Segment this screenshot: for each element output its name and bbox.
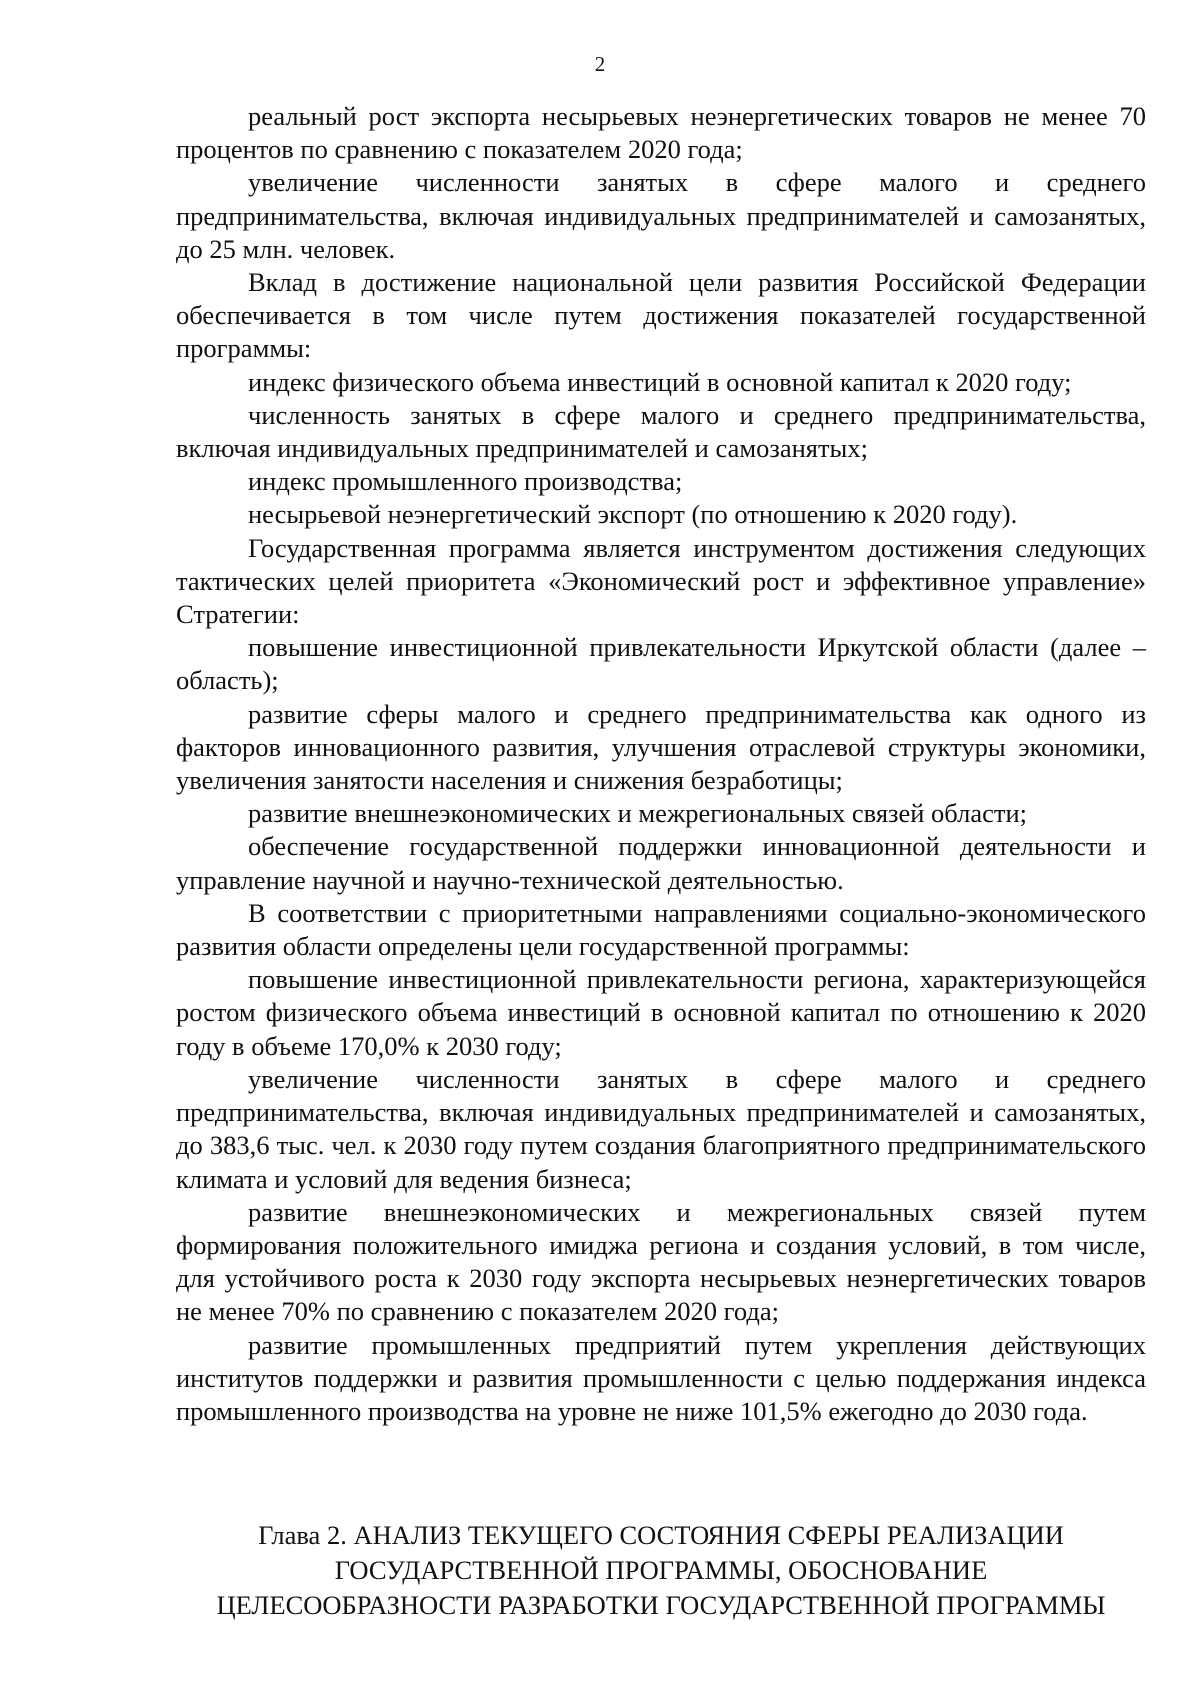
paragraph: развитие внешнеэкономических и межрегиональных связей путем формирования положительного имиджа региона и создания условий, в том числе, для устойчивого роста к 2030 году экспорта несырьевых неэнергетических товаров не менее 70% по сравнению с показателем 2020 года; [176,1196,1146,1327]
paragraph: повышение инвестиционной привлекательности региона, характеризующейся ростом физического объема инвестиций в основной капитал по отношению к 2020 году в объеме 170,0% к 2030 году; [176,964,1146,1061]
paragraph: несырьевой неэнергетический экспорт (по отношению к 2020 году). [248,499,1018,530]
paragraph: Вклад в достижение национальной цели развития Российской Федерации обеспечивается в том числе путем достижения показателей государственной программы: [176,267,1146,364]
paragraph: В соответствии с приоритетными направлениями социально-экономического развития области определены цели государственной программы: [176,897,1146,962]
paragraph: развитие сферы малого и среднего предпринимательства как одного из факторов инновационного развития, улучшения отраслевой структуры экономики, увеличения занятости населения и снижения безработицы; [176,698,1146,796]
paragraph: обеспечение государственной поддержки инновационной деятельности и управление научной и научно-технической деятельностью. [176,831,1146,895]
paragraph: увеличение численности занятых в сфере малого и среднего предпринимательства, включая индивидуальных предпринимателей и самозанятых, до 25 млн. человек. [176,167,1146,264]
paragraph: развитие внешнеэкономических и межрегиональных связей области; [248,798,1028,829]
chapter-heading-line: ГОСУДАРСТВЕННОЙ ПРОГРАММЫ, ОБОСНОВАНИЕ [334,1555,988,1585]
paragraph: увеличение численности занятых в сфере малого и среднего предпринимательства, включая индивидуальных предпринимателей и самозанятых, до 383,6 тыс. чел. к 2030 году путем создания благоприятного предпринимательского климата и условий для ведения бизнеса; [176,1063,1146,1194]
paragraph: Государственная программа является инструментом достижения следующих тактических целей приоритета «Экономический рост и эффективное управление» Стратегии: [176,532,1146,630]
paragraph: индекс промышленного производства; [248,466,683,497]
chapter-heading-line: Глава 2. АНАЛИЗ ТЕКУЩЕГО СОСТОЯНИЯ СФЕРЫ РЕАЛИЗАЦИИ [258,1520,1064,1550]
chapter-heading-line: ЦЕЛЕСООБРАЗНОСТИ РАЗРАБОТКИ ГОСУДАРСТВЕННОЙ ПРОГРАММЫ [216,1590,1106,1620]
chapter-heading [166,1518,1156,1623]
paragraph: реальный рост экспорта несырьевых неэнергетических товаров не менее 70 процентов по сравнению с показателем 2020 года; [176,101,1146,165]
paragraph: индекс физического объема инвестиций в основной капитал к 2020 году; [248,366,1072,397]
paragraph: численность занятых в сфере малого и среднего предпринимательства, включая индивидуальных предпринимателей и самозанятых; [176,399,1146,464]
paragraph: повышение инвестиционной привлекательности Иркутской области (далее – область); [176,632,1146,696]
paragraph: развитие промышленных предприятий путем укрепления действующих институтов поддержки и развития промышленности с целью поддержания индекса промышленного производства на уровне не ниже 101,5% ежегодно до 2030 года. [176,1329,1146,1426]
page-number: 2 [594,52,606,76]
body-text [176,100,1146,1428]
